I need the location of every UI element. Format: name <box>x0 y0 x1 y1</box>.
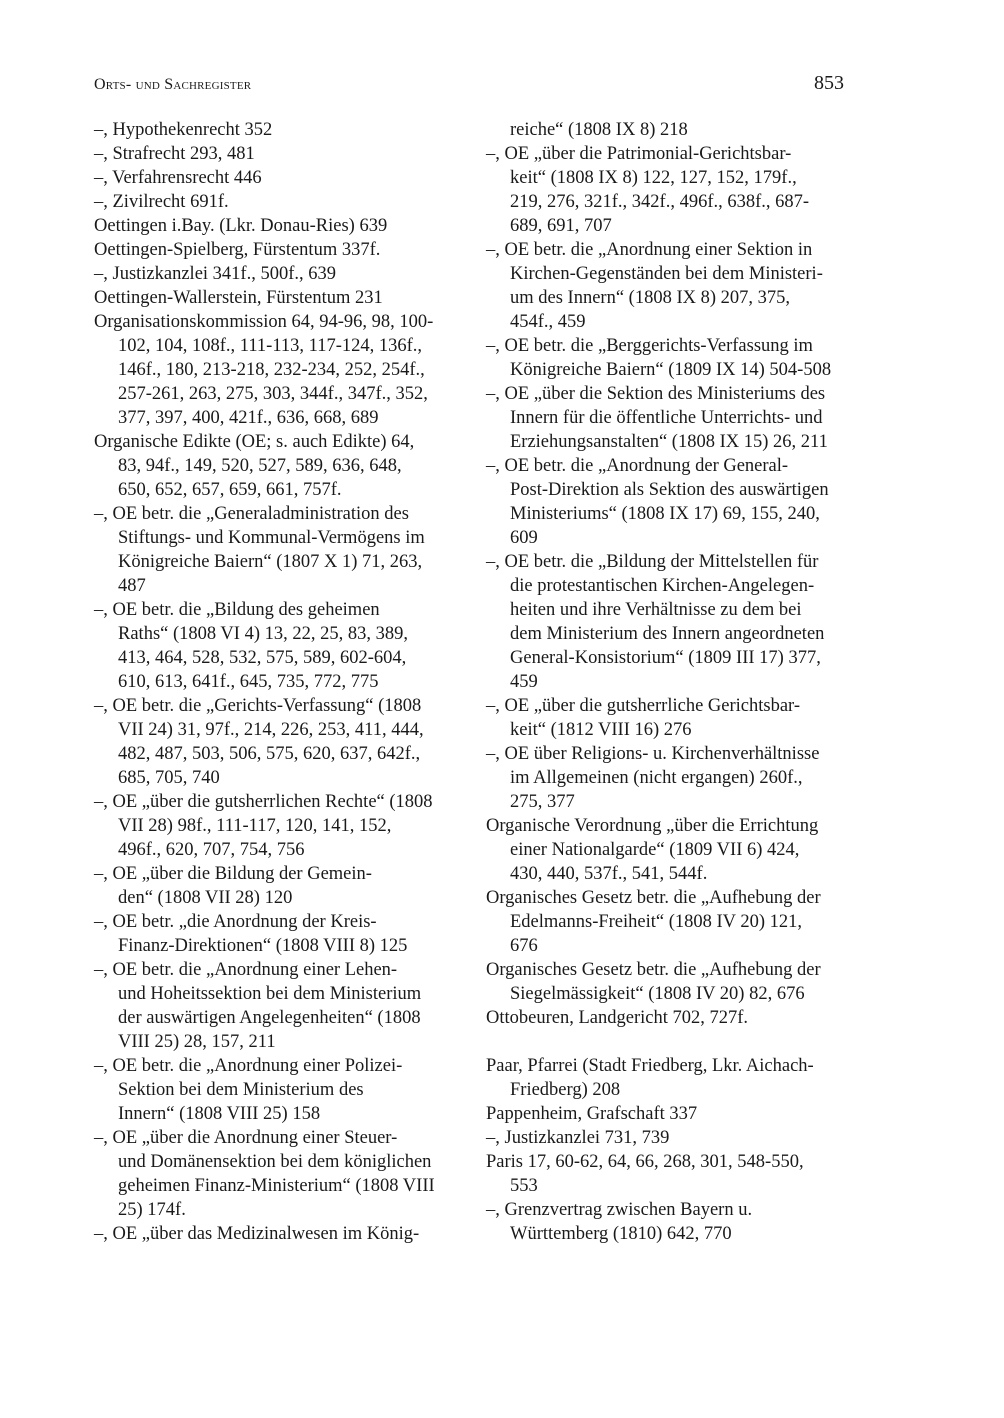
index-entry-line: 413, 464, 528, 532, 575, 589, 602-604, <box>118 648 407 668</box>
index-entry <box>94 310 454 430</box>
index-entry-line: Post-Direktion als Sektion des auswärtigen <box>510 480 829 500</box>
index-entry <box>94 1054 454 1126</box>
index-entry-line: geheimen Finanz-Ministerium“ (1808 VIII <box>118 1176 435 1196</box>
index-entry-line: 689, 691, 707 <box>510 216 612 236</box>
index-entry-line: Paris 17, 60-62, 64, 66, 268, 301, 548-550, <box>486 1152 804 1172</box>
index-entry-line: Organische Verordnung „über die Errichtung <box>486 816 819 836</box>
index-entry-line: –, Zivilrecht 691f. <box>94 192 229 212</box>
index-entry-line: 219, 276, 321f., 342f., 496f., 638f., 687- <box>510 192 810 212</box>
index-entry-line: 377, 397, 400, 421f., 636, 668, 689 <box>118 408 379 428</box>
right-column <box>486 118 846 1246</box>
index-entry <box>94 118 454 142</box>
index-entry-line: VIII 25) 28, 157, 211 <box>118 1032 276 1052</box>
index-entry-line: der auswärtigen Angelegenheiten“ (1808 <box>118 1008 421 1028</box>
index-entry-line: 487 <box>118 576 146 596</box>
index-entry <box>486 1198 846 1246</box>
index-entry-line: –, OE „über die Sektion des Ministeriums des <box>486 384 826 404</box>
index-entry <box>94 694 454 790</box>
index-entry <box>486 238 846 334</box>
index-entry <box>94 1222 454 1246</box>
index-entry-line: –, OE betr. die „Anordnung einer Lehen- <box>94 960 398 980</box>
index-entry <box>94 502 454 598</box>
index-entry <box>486 1150 846 1198</box>
index-entry-line: Edelmanns-Freiheit“ (1808 IV 20) 121, <box>510 912 802 932</box>
index-entry-line: Erziehungsanstalten“ (1808 IX 15) 26, 211 <box>510 432 828 452</box>
index-entry-line: im Allgemeinen (nicht ergangen) 260f., <box>510 768 803 788</box>
index-entry-line: Organisches Gesetz betr. die „Aufhebung der <box>486 960 821 980</box>
page-header <box>94 72 844 100</box>
index-entry-line: –, OE betr. „die Anordnung der Kreis- <box>94 912 377 932</box>
index-entry-line: Württemberg (1810) 642, 770 <box>510 1224 732 1244</box>
index-entry-line: –, OE „über die gutsherrliche Gerichtsbar- <box>486 696 801 716</box>
index-entry <box>94 238 454 262</box>
index-entry-line: 146f., 180, 213-218, 232-234, 252, 254f., <box>118 360 425 380</box>
section-gap <box>486 1030 846 1054</box>
index-entry-line: 454f., 459 <box>510 312 586 332</box>
index-entry-line: keit“ (1812 VIII 16) 276 <box>510 720 692 740</box>
index-entry-line: 685, 705, 740 <box>118 768 220 788</box>
index-entry-line: –, OE „über das Medizinalwesen im König- <box>94 1224 420 1244</box>
index-entry <box>486 814 846 886</box>
index-entry <box>486 694 846 742</box>
index-entry-line: VII 24) 31, 97f., 214, 226, 253, 411, 444, <box>118 720 424 740</box>
index-entry-line: Organische Edikte (OE; s. auch Edikte) 64, <box>94 432 415 452</box>
index-entry-line: 482, 487, 503, 506, 575, 620, 637, 642f., <box>118 744 421 764</box>
index-entry-line: –, OE „über die Anordnung einer Steuer- <box>94 1128 398 1148</box>
index-entry-line: Organisationskommission 64, 94-96, 98, 100- <box>94 312 434 332</box>
index-entry <box>486 1006 846 1030</box>
index-entry-line: –, OE betr. die „Generaladministration des <box>94 504 409 524</box>
index-entry <box>94 286 454 310</box>
index-entry-line: –, Strafrecht 293, 481 <box>94 144 255 164</box>
index-entry-line: 83, 94f., 149, 520, 527, 589, 636, 648, <box>118 456 402 476</box>
index-entry-line: Organisches Gesetz betr. die „Aufhebung der <box>486 888 821 908</box>
index-entry <box>94 166 454 190</box>
index-entry-line: dem Ministerium des Innern angeordneten <box>510 624 825 644</box>
index-entry-line: und Domänensektion bei dem königlichen <box>118 1152 432 1172</box>
index-entry-line: –, Justizkanzlei 731, 739 <box>486 1128 670 1148</box>
index-entry-line: –, Justizkanzlei 341f., 500f., 639 <box>94 264 336 284</box>
index-entry-line: 650, 652, 657, 659, 661, 757f. <box>118 480 342 500</box>
index-entry-line: –, OE betr. die „Anordnung einer Sektion in <box>486 240 813 260</box>
index-entry-line: –, OE betr. die „Bildung des geheimen <box>94 600 380 620</box>
index-entry-line: 676 <box>510 936 538 956</box>
index-entry-line: Raths“ (1808 VI 4) 13, 22, 25, 83, 389, <box>118 624 408 644</box>
index-entry <box>486 550 846 694</box>
index-entry <box>94 598 454 694</box>
index-entry <box>94 1126 454 1222</box>
page-number: 853 <box>814 72 844 94</box>
index-entry-line: 609 <box>510 528 538 548</box>
index-entry <box>486 958 846 1006</box>
index-entry-line: reiche“ (1808 IX 8) 218 <box>510 120 688 140</box>
index-entry <box>94 862 454 910</box>
index-entry <box>486 118 846 142</box>
index-entry-line: Königreiche Baiern“ (1809 IX 14) 504-508 <box>510 360 832 380</box>
index-entry <box>486 1102 846 1126</box>
index-entry <box>94 262 454 286</box>
index-entry <box>486 1054 846 1102</box>
index-entry-line: 610, 613, 641f., 645, 735, 772, 775 <box>118 672 379 692</box>
index-entry <box>486 886 846 958</box>
index-entry <box>94 790 454 862</box>
index-entry-line: –, OE betr. die „Berggerichts-Verfassung im <box>486 336 813 356</box>
index-entry-line: Oettingen-Spielberg, Fürstentum 337f. <box>94 240 381 260</box>
index-entry-line: Paar, Pfarrei (Stadt Friedberg, Lkr. Aichach- <box>486 1056 814 1076</box>
index-entry-line: Pappenheim, Grafschaft 337 <box>486 1104 698 1124</box>
index-entry-line: Finanz-Direktionen“ (1808 VIII 8) 125 <box>118 936 408 956</box>
index-entry-line: –, OE betr. die „Bildung der Mittelstellen für <box>486 552 819 572</box>
index-entry-line: einer Nationalgarde“ (1809 VII 6) 424, <box>510 840 800 860</box>
index-entry-line: 102, 104, 108f., 111-113, 117-124, 136f., <box>118 336 423 356</box>
index-entry-line: Königreiche Baiern“ (1807 X 1) 71, 263, <box>118 552 423 572</box>
index-entry <box>486 1126 846 1150</box>
index-entry <box>486 742 846 814</box>
index-entry <box>486 334 846 382</box>
index-entry-line: heiten und ihre Verhältnisse zu dem bei <box>510 600 802 620</box>
index-entry-line: und Hoheitssektion bei dem Ministerium <box>118 984 422 1004</box>
index-entry-line: –, OE betr. die „Anordnung der General- <box>486 456 789 476</box>
index-entry-line: Ministeriums“ (1808 IX 17) 69, 155, 240, <box>510 504 820 524</box>
index-entry <box>94 910 454 958</box>
index-entry-line: –, Grenzvertrag zwischen Bayern u. <box>486 1200 753 1220</box>
index-entry-line: 257-261, 263, 275, 303, 344f., 347f., 352, <box>118 384 428 404</box>
left-column <box>94 118 454 1246</box>
index-entry-line: –, OE „über die Bildung der Gemein- <box>94 864 372 884</box>
index-entry-line: –, OE „über die Patrimonial-Gerichtsbar- <box>486 144 792 164</box>
index-entry <box>94 190 454 214</box>
index-entry-line: keit“ (1808 IX 8) 122, 127, 152, 179f., <box>510 168 797 188</box>
index-entry-line: 430, 440, 537f., 541, 544f. <box>510 864 708 884</box>
index-entry-line: Kirchen-Gegenständen bei dem Ministeri- <box>510 264 823 284</box>
index-entry-line: –, OE „über die gutsherrlichen Rechte“ (1808 <box>94 792 433 812</box>
index-entry-line: General-Konsistorium“ (1809 III 17) 377, <box>510 648 821 668</box>
index-entry-line: um des Innern“ (1808 IX 8) 207, 375, <box>510 288 791 308</box>
index-entry-line: Innern für die öffentliche Unterrichts- und <box>510 408 823 428</box>
index-entry <box>486 382 846 454</box>
index-entry-line: –, Verfahrensrecht 446 <box>94 168 262 188</box>
index-entry-line: Ottobeuren, Landgericht 702, 727f. <box>486 1008 749 1028</box>
index-entry <box>94 214 454 238</box>
index-entry-line: –, OE über Religions- u. Kirchenverhältnisse <box>486 744 820 764</box>
index-entry-line: Oettingen-Wallerstein, Fürstentum 231 <box>94 288 383 308</box>
index-entry-line: 459 <box>510 672 538 692</box>
index-entry-line: Stiftungs- und Kommunal-Vermögens im <box>118 528 425 548</box>
index-entry-line: Siegelmässigkeit“ (1808 IV 20) 82, 676 <box>510 984 805 1004</box>
index-entry-line: Innern“ (1808 VIII 25) 158 <box>118 1104 321 1124</box>
index-entry-line: 25) 174f. <box>118 1200 186 1220</box>
index-entry-line: den“ (1808 VII 28) 120 <box>118 888 293 908</box>
index-entry-line: VII 28) 98f., 111-117, 120, 141, 152, <box>118 816 392 836</box>
index-entry-line: –, OE betr. die „Gerichts-Verfassung“ (1808 <box>94 696 422 716</box>
index-entry-line: 275, 377 <box>510 792 575 812</box>
index-entry <box>486 454 846 550</box>
index-entry-line: –, Hypothekenrecht 352 <box>94 120 273 140</box>
running-head: Orts- und Sachregister <box>94 76 252 93</box>
index-entry <box>94 958 454 1054</box>
index-entry-line: –, OE betr. die „Anordnung einer Polizei- <box>94 1056 403 1076</box>
index-entry-line: Oettingen i.Bay. (Lkr. Donau-Ries) 639 <box>94 216 388 236</box>
index-entry-line: die protestantischen Kirchen-Angelegen- <box>510 576 815 596</box>
index-entry <box>94 142 454 166</box>
index-entry <box>486 142 846 238</box>
index-entry <box>94 430 454 502</box>
index-entry-line: Friedberg) 208 <box>510 1080 621 1100</box>
index-entry-line: 553 <box>510 1176 538 1196</box>
index-entry-line: 496f., 620, 707, 754, 756 <box>118 840 305 860</box>
index-entry-line: Sektion bei dem Ministerium des <box>118 1080 364 1100</box>
